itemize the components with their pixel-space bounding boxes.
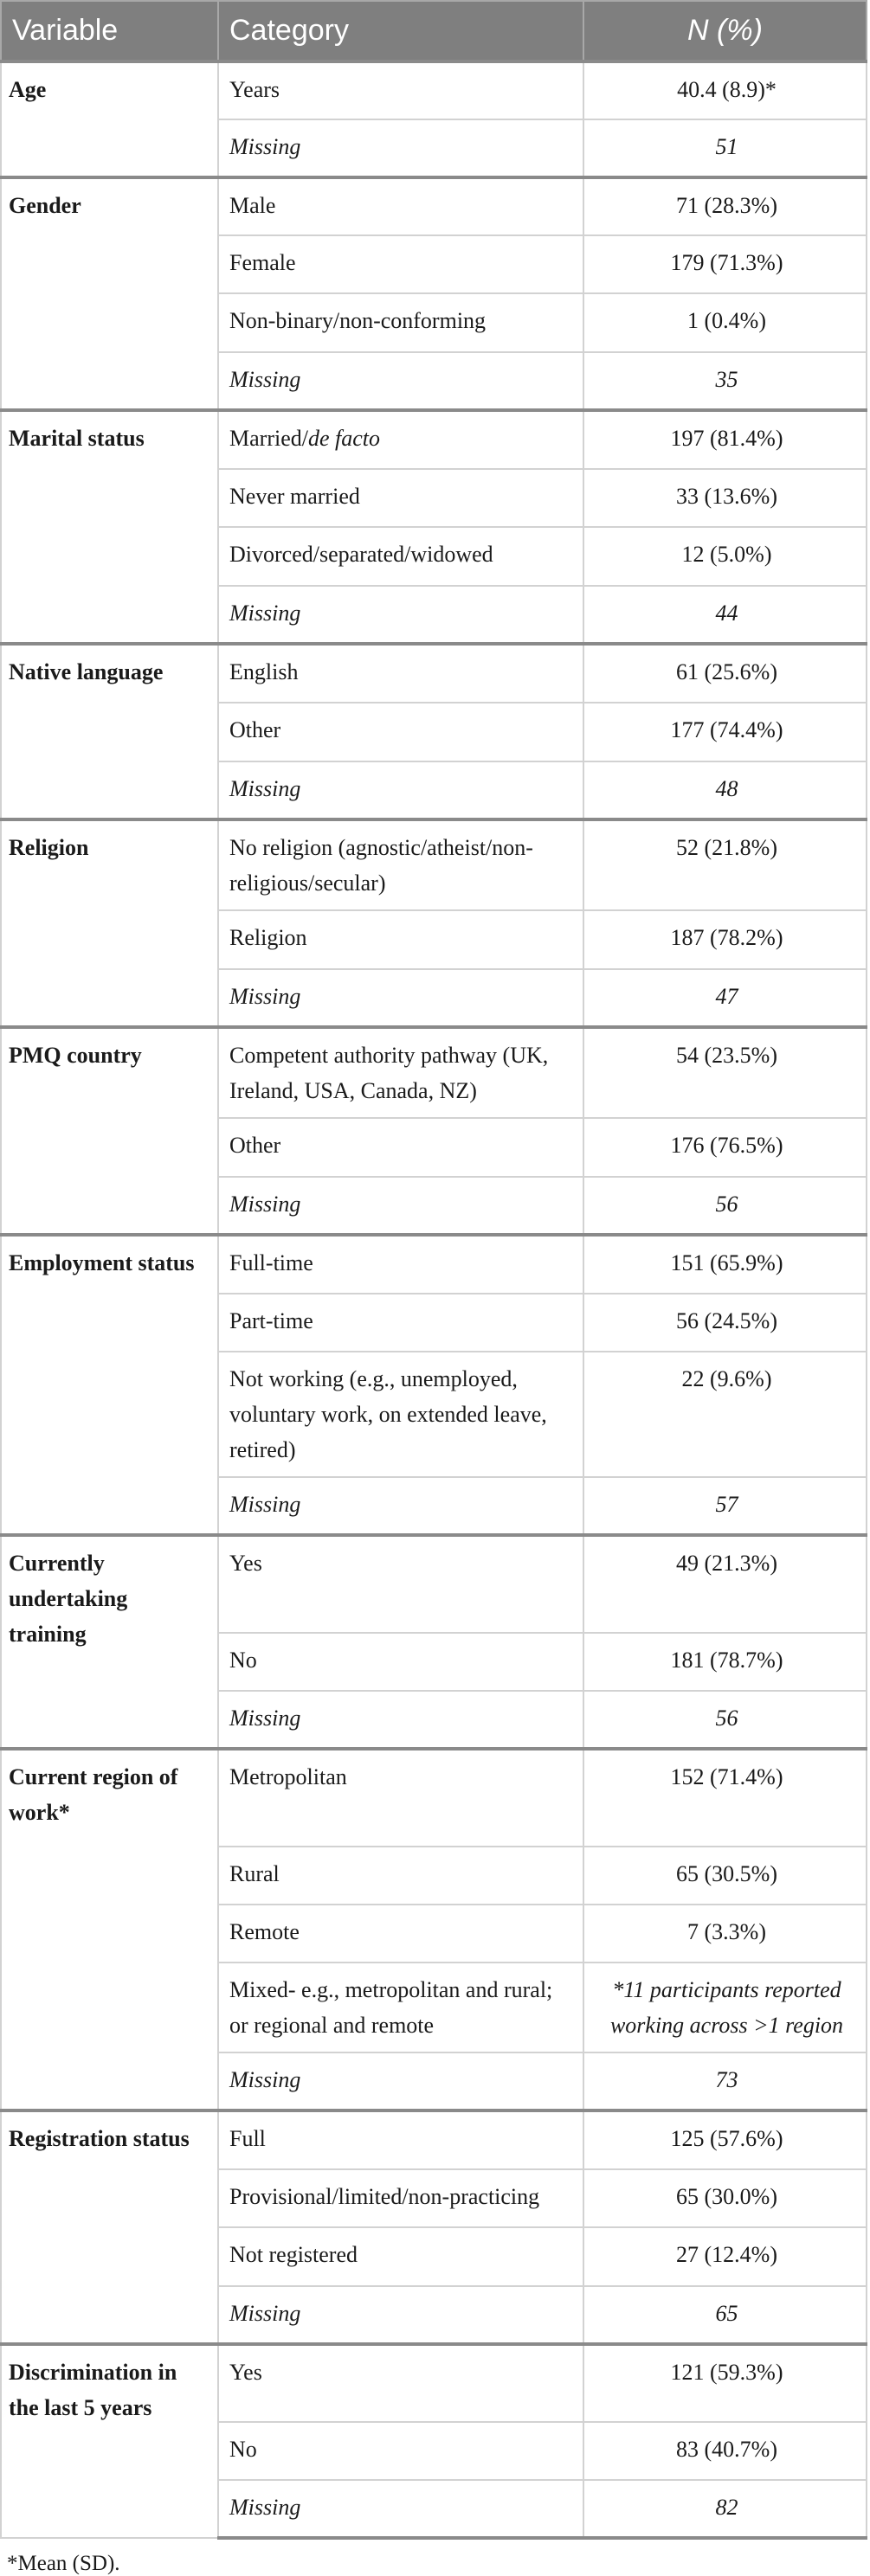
value-cell: 65 (583, 2286, 867, 2344)
value-cell: 56 (583, 1177, 867, 1235)
table-row (1, 2110, 867, 2169)
value-cell: 65 (30.0%) (583, 2169, 867, 2227)
value-cell: 73 (583, 2052, 867, 2110)
table-header (1, 1, 867, 61)
table-row (1, 2344, 867, 2422)
header-n-pct-label: N (%) (687, 14, 763, 47)
table-row (1, 1027, 867, 1118)
category-cell (218, 1294, 583, 1352)
variable-cell: Discrimination in the last 5 years (1, 2344, 218, 2538)
value-cell: 176 (76.5%) (583, 1118, 867, 1177)
category-label: Rural (229, 1861, 280, 1886)
category-label: Missing (229, 2067, 301, 2092)
category-cell (218, 703, 583, 761)
category-label: Remote (229, 1919, 300, 1944)
note-cell: *11 participants reported working across >1 region (583, 1963, 867, 2052)
variable-cell: Currently undertaking training (1, 1535, 218, 1749)
value-cell: 48 (583, 761, 867, 819)
value-cell: 54 (23.5%) (583, 1027, 867, 1118)
header-n-pct (583, 1, 867, 61)
category-label: Competent authority pathway (UK, Ireland, USA, Canada, NZ) (229, 1043, 549, 1103)
category-label: Missing (229, 2495, 301, 2520)
category-cell (218, 1477, 583, 1535)
category-label: Missing (229, 984, 301, 1009)
category-cell (218, 1633, 583, 1691)
value-cell: 152 (71.4%) (583, 1749, 867, 1847)
category-cell (218, 410, 583, 469)
category-label: Full (229, 2126, 266, 2151)
category-cell (218, 1749, 583, 1847)
category-cell (218, 644, 583, 703)
variable-cell: Current region of work* (1, 1749, 218, 2110)
value-cell: 125 (57.6%) (583, 2110, 867, 2169)
value-cell: 12 (5.0%) (583, 527, 867, 586)
table-row (1, 1235, 867, 1294)
table-row (1, 1535, 867, 1633)
category-cell (218, 2169, 583, 2227)
variable-cell: Religion (1, 819, 218, 1027)
variable-cell: PMQ country (1, 1027, 218, 1235)
category-cell (218, 235, 583, 293)
category-label: Missing (229, 134, 301, 159)
category-label: Non-binary/non-conforming (229, 308, 487, 333)
category-cell (218, 2344, 583, 2422)
category-label: Missing (229, 1192, 301, 1217)
table-body (1, 61, 867, 2538)
category-cell (218, 1847, 583, 1905)
category-cell (218, 819, 583, 910)
value-cell: 56 (24.5%) (583, 1294, 867, 1352)
value-cell: 187 (78.2%) (583, 910, 867, 969)
category-cell (218, 969, 583, 1027)
category-label: No religion (agnostic/atheist/non-religious/secular) (229, 835, 533, 896)
category-cell (218, 469, 583, 527)
category-label: Years (229, 77, 280, 102)
category-label: Never married (229, 484, 360, 509)
category-cell (218, 1177, 583, 1235)
value-cell: 1 (0.4%) (583, 293, 867, 352)
value-cell: 181 (78.7%) (583, 1633, 867, 1691)
category-cell (218, 352, 583, 410)
category-cell (218, 2052, 583, 2110)
value-cell: 49 (21.3%) (583, 1535, 867, 1633)
value-cell: 179 (71.3%) (583, 235, 867, 293)
category-cell (218, 2110, 583, 2169)
category-cell (218, 2480, 583, 2538)
category-cell (218, 1905, 583, 1963)
category-cell (218, 1027, 583, 1118)
category-cell (218, 293, 583, 352)
value-cell: 197 (81.4%) (583, 410, 867, 469)
category-cell (218, 1691, 583, 1749)
category-label: Missing (229, 367, 301, 392)
value-cell: 33 (13.6%) (583, 469, 867, 527)
category-cell (218, 2422, 583, 2480)
category-label: Missing (229, 776, 301, 801)
category-cell (218, 119, 583, 177)
value-cell: 61 (25.6%) (583, 644, 867, 703)
category-label: Full-time (229, 1250, 313, 1275)
header-variable: Variable (1, 1, 218, 61)
category-label: Other (229, 1133, 281, 1158)
value-cell: 52 (21.8%) (583, 819, 867, 910)
category-label-italic: de facto (307, 426, 380, 451)
value-cell: 44 (583, 586, 867, 644)
category-label: Provisional/limited/non-practicing (229, 2184, 540, 2209)
category-cell (218, 1118, 583, 1177)
table-row (1, 819, 867, 910)
value-cell: 82 (583, 2480, 867, 2538)
category-cell (218, 2227, 583, 2286)
category-cell (218, 761, 583, 819)
value-cell: 83 (40.7%) (583, 2422, 867, 2480)
category-label: No (229, 2437, 257, 2462)
table-row (1, 61, 867, 119)
value-cell: 71 (28.3%) (583, 177, 867, 235)
category-label: Mixed- e.g., metropolitan and rural; or regional and remote (229, 1977, 553, 2038)
category-label: Missing (229, 1492, 301, 1517)
category-label: Male (229, 193, 276, 218)
category-label: Not registered (229, 2242, 358, 2267)
table-footnote: *Mean (SD). (7, 2552, 120, 2575)
value-cell: 57 (583, 1477, 867, 1535)
category-label: Yes (229, 2360, 262, 2385)
category-label: Metropolitan (229, 1764, 347, 1789)
variable-cell: Gender (1, 177, 218, 410)
header-category: Category (218, 1, 583, 61)
variable-cell: Employment status (1, 1235, 218, 1535)
category-cell (218, 1963, 583, 2052)
value-cell: 56 (583, 1691, 867, 1749)
category-cell (218, 1235, 583, 1294)
category-label: Missing (229, 601, 301, 626)
category-label: Married/ (229, 426, 308, 451)
category-cell (218, 586, 583, 644)
table-row (1, 644, 867, 703)
category-label: Divorced/separated/widowed (229, 542, 493, 567)
table-row (1, 410, 867, 469)
category-cell (218, 527, 583, 586)
variable-cell: Native language (1, 644, 218, 819)
table-row (1, 177, 867, 235)
category-label: Missing (229, 1706, 301, 1731)
value-cell: 51 (583, 119, 867, 177)
category-label: Missing (229, 2301, 301, 2326)
category-cell (218, 910, 583, 969)
category-label: Not working (e.g., unemployed, voluntary work, on extended leave, retired) (229, 1366, 547, 1462)
value-cell: 47 (583, 969, 867, 1027)
variable-cell: Registration status (1, 2110, 218, 2344)
value-cell: 121 (59.3%) (583, 2344, 867, 2422)
value-cell: 177 (74.4%) (583, 703, 867, 761)
value-cell: 35 (583, 352, 867, 410)
category-cell (218, 1352, 583, 1477)
category-label: Religion (229, 925, 307, 950)
variable-cell: Age (1, 61, 218, 177)
category-label: Female (229, 250, 296, 275)
table-row (1, 1749, 867, 1847)
value-cell: 27 (12.4%) (583, 2227, 867, 2286)
category-label: No (229, 1648, 257, 1673)
category-cell (218, 1535, 583, 1633)
value-cell: 22 (9.6%) (583, 1352, 867, 1477)
category-label: Other (229, 717, 281, 742)
value-cell: 151 (65.9%) (583, 1235, 867, 1294)
category-cell (218, 2286, 583, 2344)
category-label: Yes (229, 1551, 262, 1576)
value-cell: 7 (3.3%) (583, 1905, 867, 1963)
category-cell (218, 177, 583, 235)
category-label: English (229, 659, 299, 684)
category-label: Part-time (229, 1308, 313, 1333)
value-cell: 65 (30.5%) (583, 1847, 867, 1905)
category-cell (218, 61, 583, 119)
value-cell: 40.4 (8.9)* (583, 61, 867, 119)
variable-cell: Marital status (1, 410, 218, 644)
